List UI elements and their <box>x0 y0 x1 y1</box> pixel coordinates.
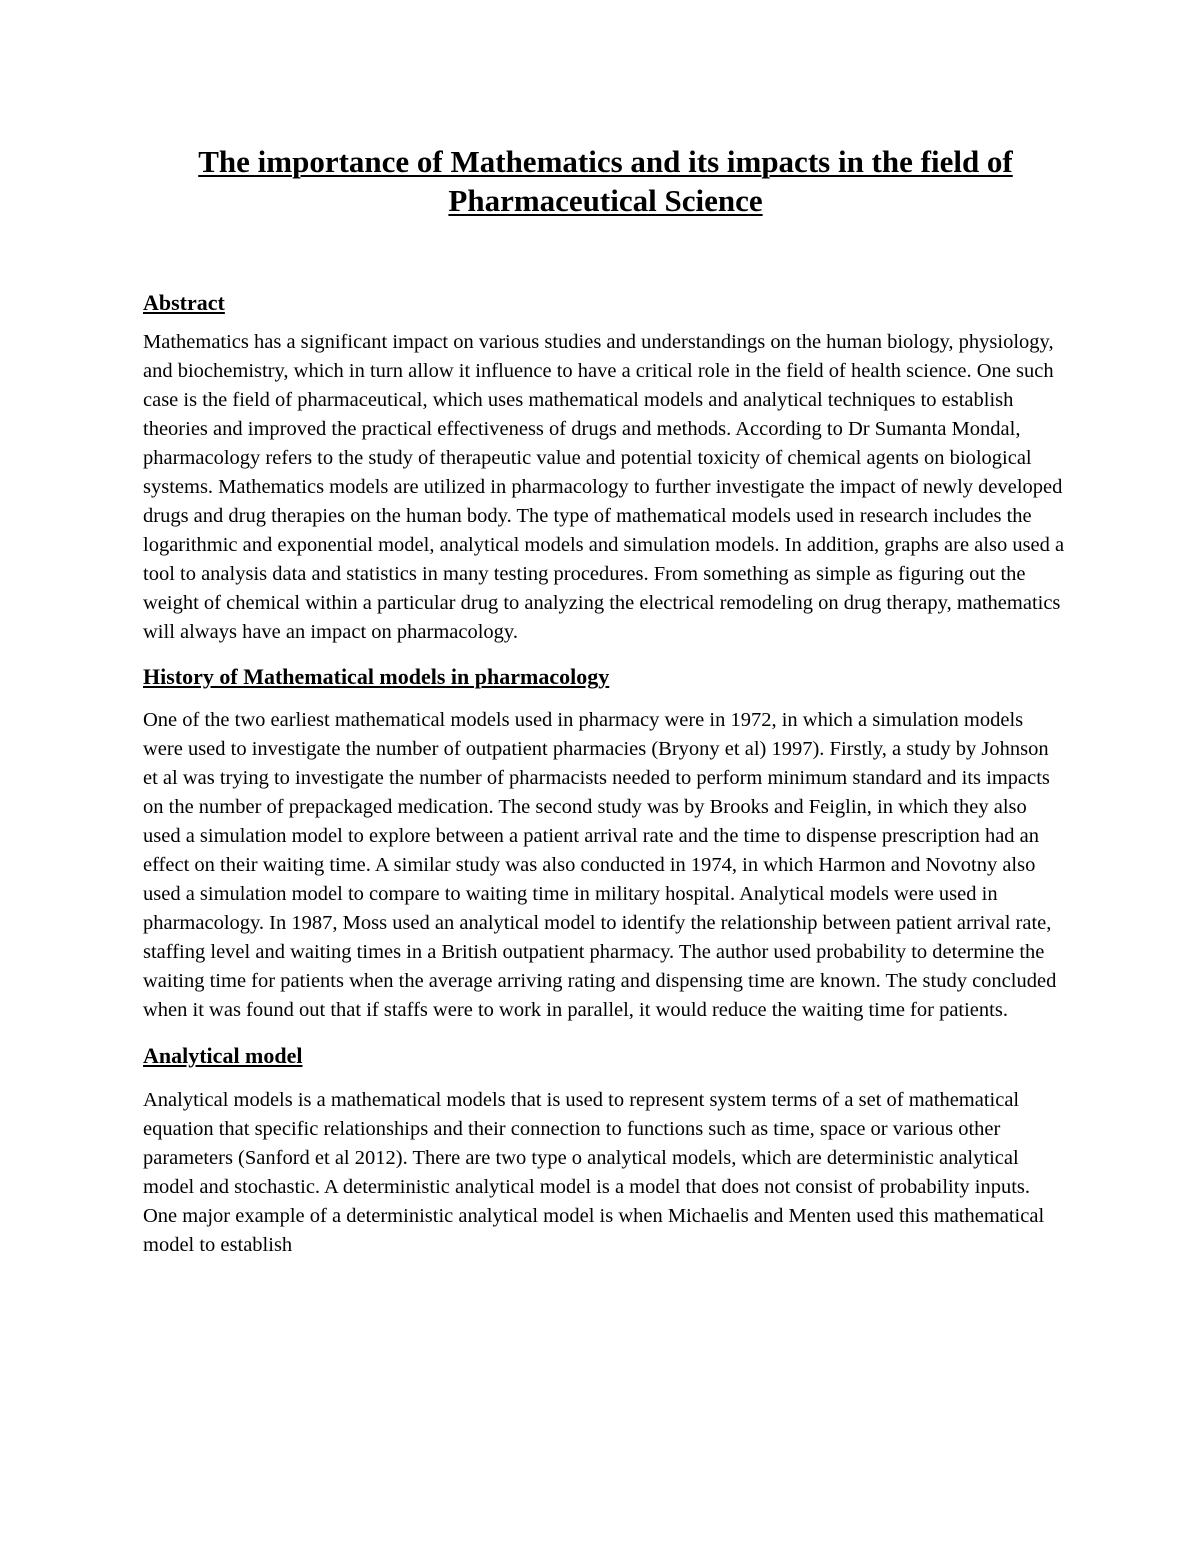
section-heading-abstract: Abstract <box>143 290 225 315</box>
document-body <box>143 142 1068 1260</box>
document-title: The importance of Mathematics and its impacts in the field of Pharmaceutical Science <box>198 144 1013 218</box>
section-heading-history: History of Mathematical models in pharmacology <box>143 664 610 689</box>
section-text-history: One of the two earliest mathematical models used in pharmacy were in 1972, in which a simulation models were used to investigate the number of outpatient pharmacies (Bryony et al) 1997). Firstly, a study by Johnson et al was trying to investigate the number of pharmacists needed to perform minimum standard and its impacts on the number of prepackaged medication. The second study was by Brooks and Feiglin, in which they also used a simulation model to explore between a patient arrival rate and the time to dispense prescription had an effect on their waiting time. A similar study was also conducted in 1974, in which Harmon and Novotny also used a simulation model to compare to waiting time in military hospital. Analytical models were used in pharmacology. In 1987, Moss used an analytical model to identify the relationship between patient arrival rate, staffing level and waiting times in a British outpatient pharmacy. The author used probability to determine the waiting time for patients when the average arriving rating and dispensing time are known. The study concluded when it was found out that if staffs were to work in parallel, it would reduce the waiting time for patients. <box>143 709 1057 1021</box>
section-heading-analytical-model: Analytical model <box>143 1043 303 1068</box>
section-text-analytical-model: Analytical models is a mathematical models that is used to represent system terms of a set of mathematical equation that specific relationships and their connection to functions such as time, space or various other parameters (Sanford et al 2012). There are two type o analytical models, which are deterministic analytical model and stochastic. A deterministic analytical model is a model that does not consist of probability inputs. One major example of a deterministic analytical model is when Michaelis and Menten used this mathematical model to establish <box>143 1089 1045 1256</box>
section-text-abstract: Mathematics has a significant impact on various studies and understandings on the human biology, physiology, and biochemistry, which in turn allow it influence to have a critical role in the field of health science. One such case is the field of pharmaceutical, which uses mathematical models and analytical techniques to establish theories and improved the practical effectiveness of drugs and methods. According to Dr Sumanta Mondal, pharmacology refers to the study of therapeutic value and potential toxicity of chemical agents on biological systems. Mathematics models are utilized in pharmacology to further investigate the impact of newly developed drugs and drug therapies on the human body. The type of mathematical models used in research includes the logarithmic and exponential model, analytical models and simulation models. In addition, graphs are also used a tool to analysis data and statistics in many testing procedures. From something as simple as figuring out the weight of chemical within a particular drug to analyzing the electrical remodeling on drug therapy, mathematics will always have an impact on pharmacology. <box>143 331 1065 643</box>
